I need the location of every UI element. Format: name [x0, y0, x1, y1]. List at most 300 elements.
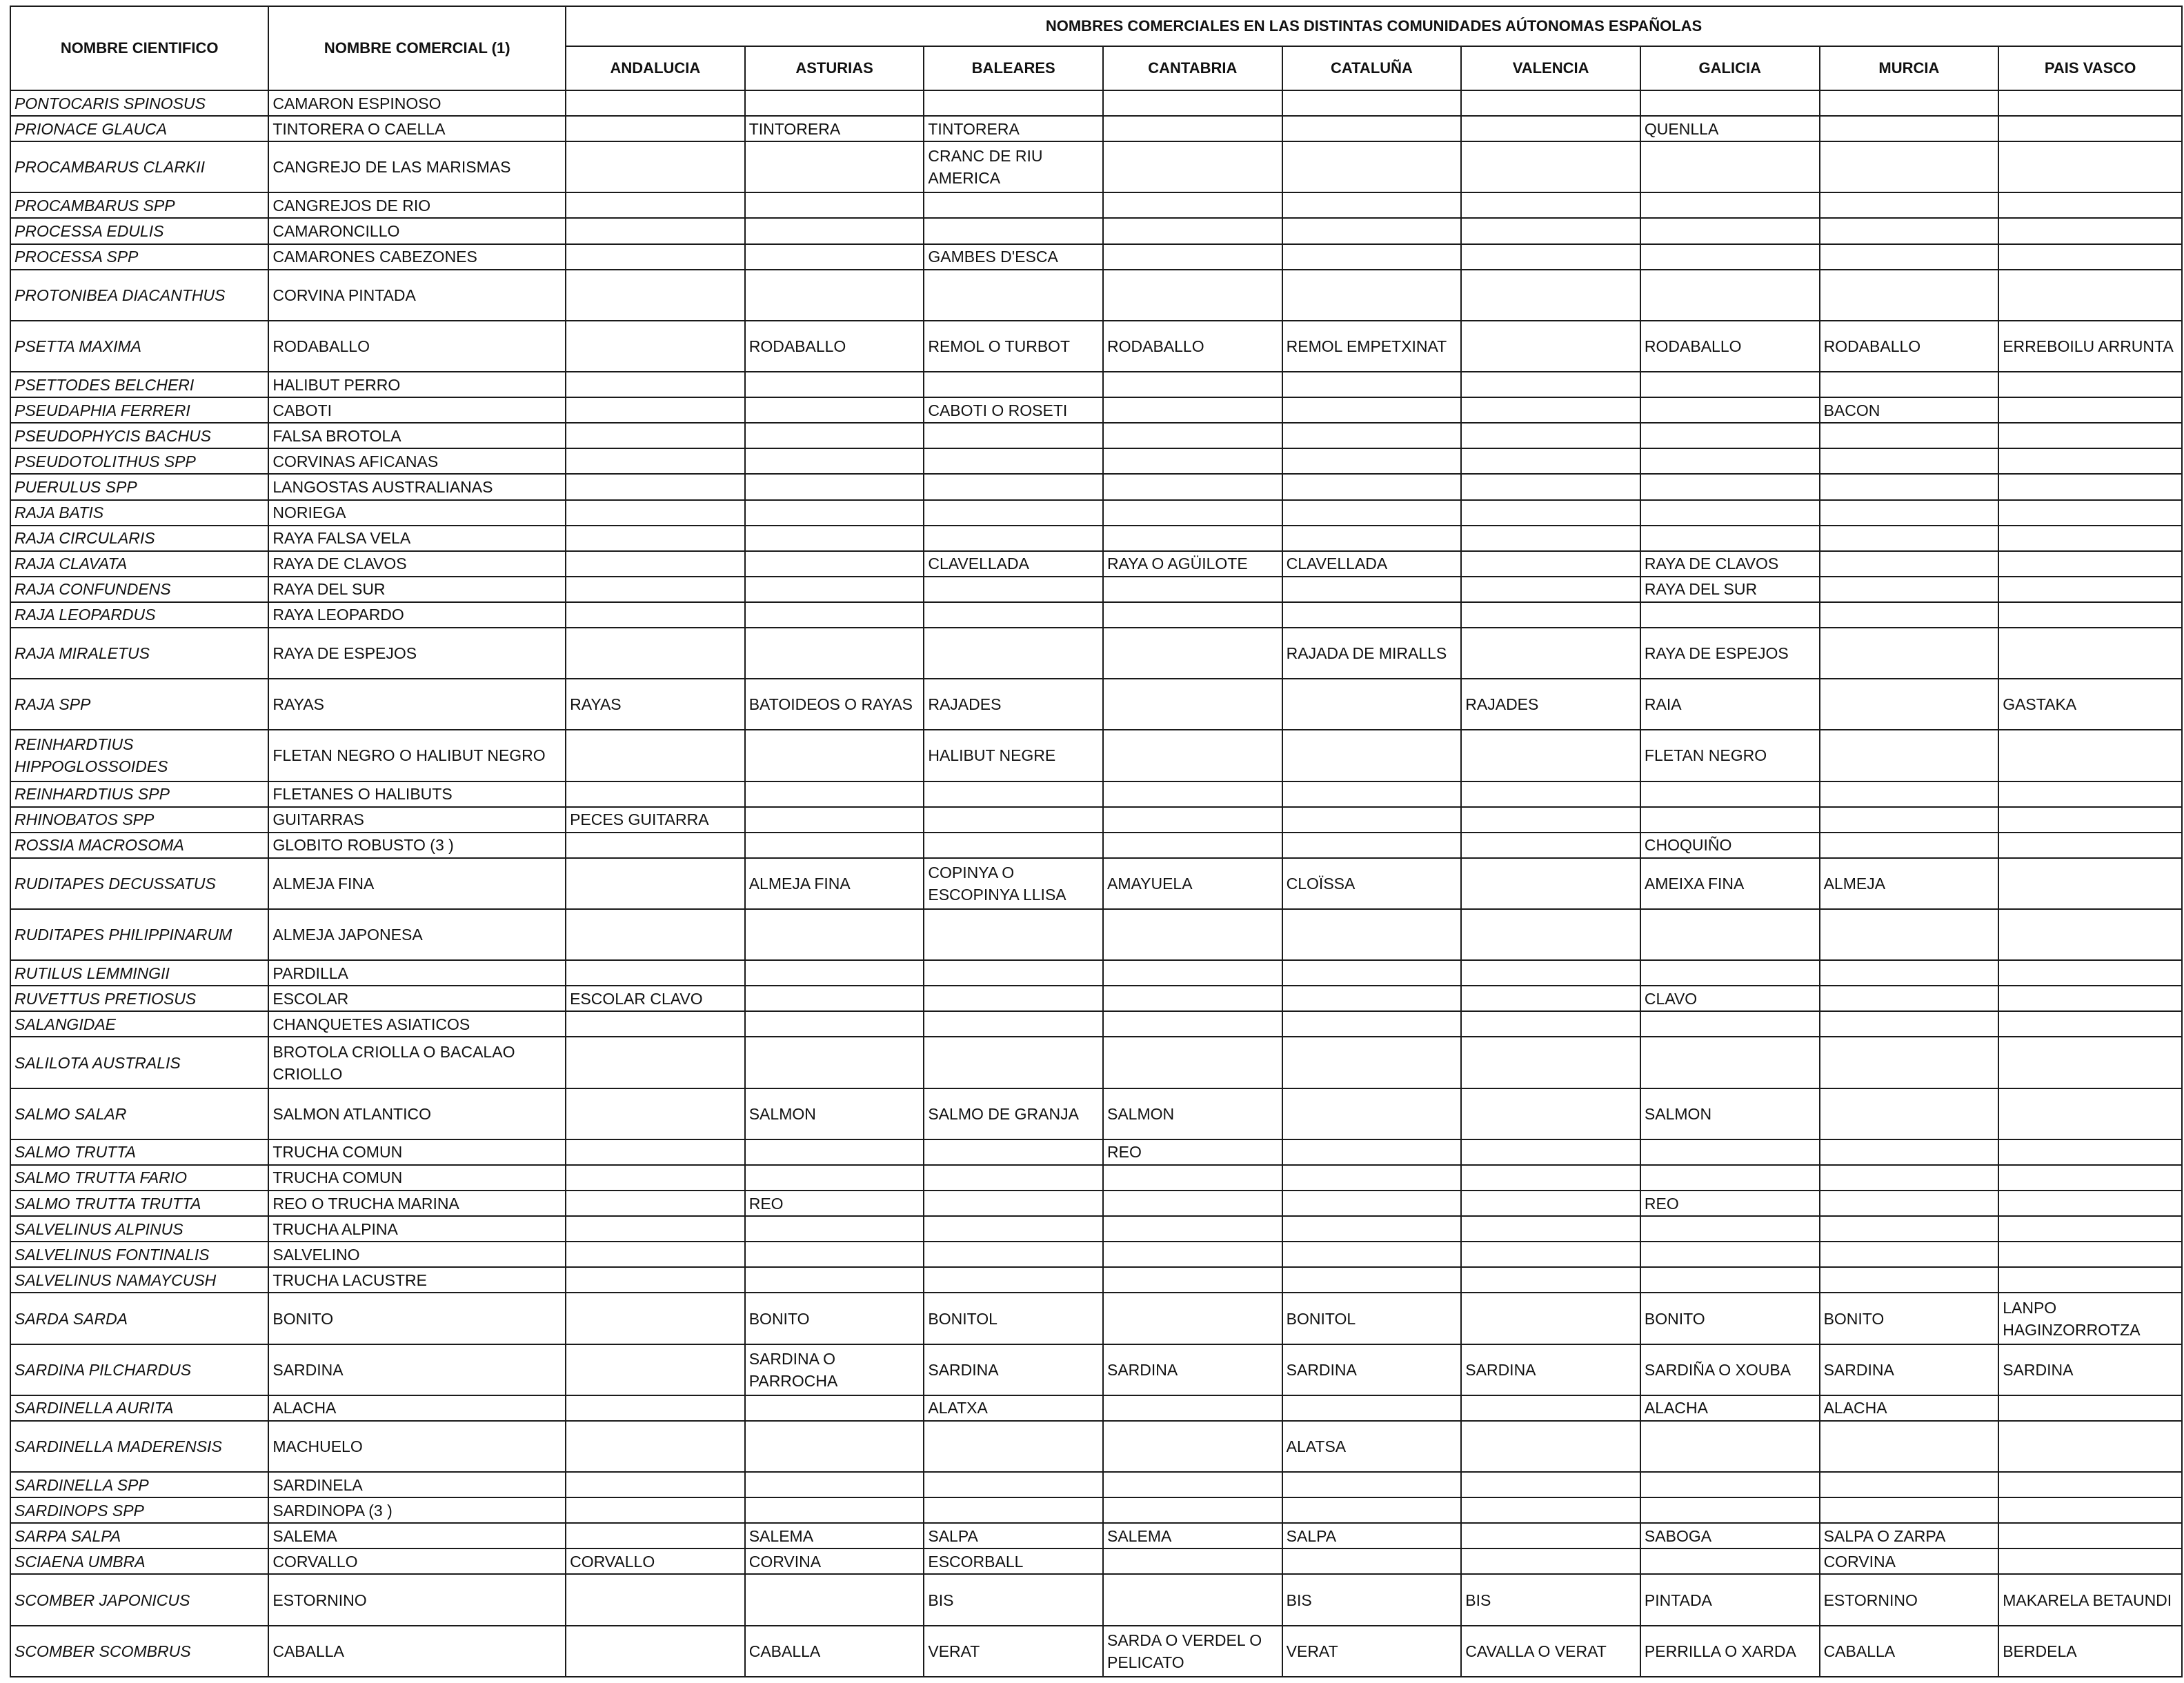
- region-name-cell: [924, 474, 1103, 499]
- region-name-cell: [566, 833, 745, 858]
- table-row: [10, 1472, 2182, 1497]
- region-name-cell: [1282, 807, 1462, 833]
- table-row: [10, 526, 2182, 551]
- region-name-cell: [1998, 986, 2182, 1011]
- region-name-cell: [1640, 1267, 1820, 1293]
- region-name-cell: PINTADA: [1640, 1574, 1820, 1625]
- scientific-name-cell: RAJA SPP: [10, 679, 268, 730]
- region-name-cell: [1820, 1242, 1999, 1267]
- region-name-cell: [1103, 577, 1282, 602]
- commercial-name-cell: LANGOSTAS AUSTRALIANAS: [268, 474, 566, 499]
- region-name-cell: [1103, 1011, 1282, 1037]
- region-name-cell: [1820, 116, 1999, 141]
- commercial-name-cell: CAMARONCILLO: [268, 218, 566, 243]
- header-region: CATALUÑA: [1282, 46, 1462, 90]
- table-row: [10, 1139, 2182, 1165]
- region-name-cell: [1820, 833, 1999, 858]
- table-row: [10, 448, 2182, 474]
- commercial-name-cell: SARDINOPA (3 ): [268, 1497, 566, 1523]
- region-name-cell: [1282, 192, 1462, 218]
- region-name-cell: [1282, 679, 1462, 730]
- region-name-cell: [1282, 1191, 1462, 1216]
- region-name-cell: [1282, 909, 1462, 960]
- region-name-cell: [1820, 960, 1999, 986]
- table-row: [10, 909, 2182, 960]
- region-name-cell: REMOL O TURBOT: [924, 321, 1103, 372]
- region-name-cell: [1820, 1472, 1999, 1497]
- region-name-cell: [924, 218, 1103, 243]
- region-name-cell: [1998, 1267, 2182, 1293]
- region-name-cell: [566, 1497, 745, 1523]
- region-name-cell: [1461, 551, 1640, 577]
- commercial-name-cell: CABOTI: [268, 397, 566, 423]
- table-row: [10, 1037, 2182, 1088]
- region-name-cell: BONITO: [1820, 1293, 1999, 1344]
- region-name-cell: [745, 192, 924, 218]
- region-name-cell: [1998, 858, 2182, 909]
- region-name-cell: [566, 141, 745, 192]
- scientific-name-cell: SALILOTA AUSTRALIS: [10, 1037, 268, 1088]
- region-name-cell: COPINYA O ESCOPINYA LLISA: [924, 858, 1103, 909]
- region-name-cell: [1282, 1242, 1462, 1267]
- region-name-cell: [1820, 448, 1999, 474]
- region-name-cell: [1998, 372, 2182, 397]
- header-region: ANDALUCIA: [566, 46, 745, 90]
- region-name-cell: [1461, 1472, 1640, 1497]
- region-name-cell: [745, 372, 924, 397]
- region-name-cell: [1820, 500, 1999, 526]
- region-name-cell: SALPA: [1282, 1523, 1462, 1548]
- region-name-cell: RAIA: [1640, 679, 1820, 730]
- region-name-cell: [566, 628, 745, 679]
- commercial-name-cell: CAMARON ESPINOSO: [268, 90, 566, 116]
- region-name-cell: [1820, 986, 1999, 1011]
- region-name-cell: [745, 960, 924, 986]
- region-name-cell: [1998, 448, 2182, 474]
- region-name-cell: [1461, 526, 1640, 551]
- table-row: [10, 372, 2182, 397]
- region-name-cell: SARDINA: [1461, 1344, 1640, 1395]
- region-name-cell: SALMON: [745, 1088, 924, 1139]
- region-name-cell: [566, 1395, 745, 1421]
- region-name-cell: [1461, 577, 1640, 602]
- region-name-cell: [1998, 960, 2182, 986]
- region-name-cell: [745, 1395, 924, 1421]
- region-name-cell: CAVALLA O VERAT: [1461, 1626, 1640, 1677]
- region-name-cell: [1103, 218, 1282, 243]
- scientific-name-cell: PSEUDOTOLITHUS SPP: [10, 448, 268, 474]
- region-name-cell: [924, 1242, 1103, 1267]
- commercial-name-cell: FLETAN NEGRO O HALIBUT NEGRO: [268, 730, 566, 781]
- region-name-cell: [1461, 807, 1640, 833]
- commercial-name-cell: RAYA DEL SUR: [268, 577, 566, 602]
- table-row: [10, 1216, 2182, 1242]
- region-name-cell: [1282, 372, 1462, 397]
- region-name-cell: [1998, 1395, 2182, 1421]
- region-name-cell: [745, 423, 924, 448]
- commercial-name-cell: GLOBITO ROBUSTO (3 ): [268, 833, 566, 858]
- scientific-name-cell: RUDITAPES PHILIPPINARUM: [10, 909, 268, 960]
- scientific-name-cell: PROCESSA SPP: [10, 244, 268, 270]
- region-name-cell: [1820, 1216, 1999, 1242]
- region-name-cell: [1998, 1216, 2182, 1242]
- region-name-cell: [1103, 909, 1282, 960]
- region-name-cell: [1282, 1139, 1462, 1165]
- region-name-cell: [1103, 526, 1282, 551]
- region-name-cell: [1820, 474, 1999, 499]
- region-name-cell: [1998, 141, 2182, 192]
- region-name-cell: [1461, 909, 1640, 960]
- region-name-cell: RAYA DE CLAVOS: [1640, 551, 1820, 577]
- region-name-cell: [1820, 218, 1999, 243]
- region-name-cell: [1640, 372, 1820, 397]
- region-name-cell: [1820, 1088, 1999, 1139]
- region-name-cell: [1998, 1548, 2182, 1574]
- table-row: [10, 986, 2182, 1011]
- region-name-cell: REMOL EMPETXINAT: [1282, 321, 1462, 372]
- region-name-cell: SALEMA: [745, 1523, 924, 1548]
- region-name-cell: ALMEJA FINA: [745, 858, 924, 909]
- table-row: [10, 397, 2182, 423]
- region-name-cell: [1998, 218, 2182, 243]
- region-name-cell: GAMBES D'ESCA: [924, 244, 1103, 270]
- region-name-cell: [1103, 628, 1282, 679]
- table-row: [10, 730, 2182, 781]
- region-name-cell: CHOQUIÑO: [1640, 833, 1820, 858]
- commercial-name-cell: SALEMA: [268, 1523, 566, 1548]
- region-name-cell: [745, 577, 924, 602]
- region-name-cell: CLAVO: [1640, 986, 1820, 1011]
- region-name-cell: [1461, 628, 1640, 679]
- region-name-cell: [1461, 397, 1640, 423]
- commercial-name-cell: GUITARRAS: [268, 807, 566, 833]
- region-name-cell: CABALLA: [1820, 1626, 1999, 1677]
- region-name-cell: [1640, 244, 1820, 270]
- region-name-cell: [1820, 551, 1999, 577]
- region-name-cell: [1998, 270, 2182, 321]
- region-name-cell: RODABALLO: [745, 321, 924, 372]
- header-region: VALENCIA: [1461, 46, 1640, 90]
- region-name-cell: [1640, 218, 1820, 243]
- commercial-name-cell: FLETANES O HALIBUTS: [268, 781, 566, 807]
- region-name-cell: REO: [1640, 1191, 1820, 1216]
- region-name-cell: [566, 781, 745, 807]
- region-name-cell: [1103, 372, 1282, 397]
- scientific-name-cell: RAJA CLAVATA: [10, 551, 268, 577]
- region-name-cell: [1998, 1037, 2182, 1088]
- region-name-cell: [1103, 90, 1282, 116]
- region-name-cell: SARDINA: [1282, 1344, 1462, 1395]
- scientific-name-cell: SARDINOPS SPP: [10, 1497, 268, 1523]
- region-name-cell: [1103, 116, 1282, 141]
- table-row: [10, 270, 2182, 321]
- region-name-cell: [745, 526, 924, 551]
- region-name-cell: [1103, 1472, 1282, 1497]
- scientific-name-cell: REINHARDTIUS SPP: [10, 781, 268, 807]
- region-name-cell: [924, 986, 1103, 1011]
- region-name-cell: [745, 397, 924, 423]
- region-name-cell: [1282, 500, 1462, 526]
- region-name-cell: [745, 781, 924, 807]
- region-name-cell: [1640, 960, 1820, 986]
- region-name-cell: [1640, 526, 1820, 551]
- region-name-cell: [1282, 1548, 1462, 1574]
- header-region: CANTABRIA: [1103, 46, 1282, 90]
- region-name-cell: SALMON: [1640, 1088, 1820, 1139]
- region-name-cell: [745, 500, 924, 526]
- region-name-cell: RAYAS: [566, 679, 745, 730]
- commercial-name-cell: BONITO: [268, 1293, 566, 1344]
- region-name-cell: [745, 986, 924, 1011]
- region-name-cell: ALATXA: [924, 1395, 1103, 1421]
- region-name-cell: [1998, 1191, 2182, 1216]
- region-name-cell: [566, 1472, 745, 1497]
- region-name-cell: [566, 192, 745, 218]
- region-name-cell: [924, 577, 1103, 602]
- region-name-cell: [1461, 960, 1640, 986]
- region-name-cell: [1282, 1267, 1462, 1293]
- region-name-cell: [745, 833, 924, 858]
- region-name-cell: [1820, 679, 1999, 730]
- region-name-cell: VERAT: [924, 1626, 1103, 1677]
- table-row: [10, 1548, 2182, 1574]
- region-name-cell: ERREBOILU ARRUNTA: [1998, 321, 2182, 372]
- region-name-cell: [566, 500, 745, 526]
- region-name-cell: [1282, 244, 1462, 270]
- region-name-cell: ALATSA: [1282, 1421, 1462, 1472]
- table-row: [10, 1293, 2182, 1344]
- region-name-cell: [1820, 1165, 1999, 1191]
- region-name-cell: [924, 270, 1103, 321]
- region-name-cell: SARDIÑA O XOUBA: [1640, 1344, 1820, 1395]
- region-name-cell: [1282, 1216, 1462, 1242]
- region-name-cell: [1461, 1037, 1640, 1088]
- region-name-cell: [1998, 1139, 2182, 1165]
- region-name-cell: [1103, 1548, 1282, 1574]
- region-name-cell: CORVALLO: [566, 1548, 745, 1574]
- region-name-cell: [924, 372, 1103, 397]
- region-name-cell: [1103, 1216, 1282, 1242]
- table-row: [10, 858, 2182, 909]
- scientific-name-cell: PROCAMBARUS SPP: [10, 192, 268, 218]
- region-name-cell: [1820, 577, 1999, 602]
- region-name-cell: RAJADES: [924, 679, 1103, 730]
- region-name-cell: [1103, 1293, 1282, 1344]
- region-name-cell: ESCORBALL: [924, 1548, 1103, 1574]
- region-name-cell: [924, 807, 1103, 833]
- region-name-cell: [1998, 474, 2182, 499]
- commercial-name-cell: CORVINA PINTADA: [268, 270, 566, 321]
- header-region: MURCIA: [1820, 46, 1999, 90]
- region-name-cell: RAYA DE ESPEJOS: [1640, 628, 1820, 679]
- region-name-cell: PERRILLA O XARDA: [1640, 1626, 1820, 1677]
- region-name-cell: [1998, 1088, 2182, 1139]
- region-name-cell: [1820, 1191, 1999, 1216]
- region-name-cell: RAYA O AGÜILOTE: [1103, 551, 1282, 577]
- table-row: [10, 321, 2182, 372]
- region-name-cell: SALPA O ZARPA: [1820, 1523, 1999, 1548]
- region-name-cell: [566, 1191, 745, 1216]
- region-name-cell: [1461, 1267, 1640, 1293]
- region-name-cell: [1103, 192, 1282, 218]
- scientific-name-cell: RHINOBATOS SPP: [10, 807, 268, 833]
- region-name-cell: CLAVELLADA: [1282, 551, 1462, 577]
- region-name-cell: [1282, 423, 1462, 448]
- region-name-cell: [1820, 244, 1999, 270]
- region-name-cell: [1282, 90, 1462, 116]
- table-row: [10, 218, 2182, 243]
- region-name-cell: [1640, 1165, 1820, 1191]
- region-name-cell: [1998, 577, 2182, 602]
- region-name-cell: [1640, 1548, 1820, 1574]
- region-name-cell: [1282, 526, 1462, 551]
- region-name-cell: [745, 807, 924, 833]
- region-name-cell: [1103, 1267, 1282, 1293]
- commercial-name-cell: ESTORNINO: [268, 1574, 566, 1625]
- scientific-name-cell: RAJA BATIS: [10, 500, 268, 526]
- region-name-cell: [566, 1216, 745, 1242]
- region-name-cell: [1820, 270, 1999, 321]
- region-name-cell: REO: [1103, 1139, 1282, 1165]
- scientific-name-cell: RUTILUS LEMMINGII: [10, 960, 268, 986]
- region-name-cell: [566, 321, 745, 372]
- region-name-cell: [1461, 500, 1640, 526]
- region-name-cell: [924, 1472, 1103, 1497]
- region-name-cell: SALMO DE GRANJA: [924, 1088, 1103, 1139]
- region-name-cell: [745, 1574, 924, 1625]
- region-name-cell: CORVINA: [745, 1548, 924, 1574]
- commercial-name-cell: CHANQUETES ASIATICOS: [268, 1011, 566, 1037]
- region-name-cell: [566, 270, 745, 321]
- scientific-name-cell: RAJA CIRCULARIS: [10, 526, 268, 551]
- table-row: [10, 1574, 2182, 1625]
- commercial-name-cell: RAYA LEOPARDO: [268, 602, 566, 628]
- region-name-cell: [1640, 270, 1820, 321]
- region-name-cell: [1282, 1165, 1462, 1191]
- region-name-cell: [924, 1037, 1103, 1088]
- region-name-cell: [566, 730, 745, 781]
- region-name-cell: [1282, 781, 1462, 807]
- region-name-cell: [1640, 500, 1820, 526]
- region-name-cell: CABALLA: [745, 1626, 924, 1677]
- region-name-cell: [745, 730, 924, 781]
- region-name-cell: [1461, 141, 1640, 192]
- region-name-cell: [1461, 90, 1640, 116]
- scientific-name-cell: PUERULUS SPP: [10, 474, 268, 499]
- region-name-cell: CRANC DE RIU AMERICA: [924, 141, 1103, 192]
- scientific-name-cell: REINHARDTIUS HIPPOGLOSSOIDES: [10, 730, 268, 781]
- region-name-cell: [566, 577, 745, 602]
- region-name-cell: [745, 448, 924, 474]
- species-names-table: [10, 6, 2183, 1677]
- region-name-cell: [745, 474, 924, 499]
- commercial-name-cell: RAYA DE CLAVOS: [268, 551, 566, 577]
- region-name-cell: [1640, 1421, 1820, 1472]
- region-name-cell: [745, 1242, 924, 1267]
- region-name-cell: [1103, 1395, 1282, 1421]
- region-name-cell: [1461, 218, 1640, 243]
- commercial-name-cell: SARDINELA: [268, 1472, 566, 1497]
- table-row: [10, 960, 2182, 986]
- region-name-cell: [745, 90, 924, 116]
- region-name-cell: [924, 781, 1103, 807]
- region-name-cell: [566, 372, 745, 397]
- region-name-cell: [1820, 1421, 1999, 1472]
- scientific-name-cell: SALMO TRUTTA FARIO: [10, 1165, 268, 1191]
- region-name-cell: [1640, 602, 1820, 628]
- region-name-cell: [1640, 1011, 1820, 1037]
- region-name-cell: [1998, 90, 2182, 116]
- region-name-cell: [1103, 474, 1282, 499]
- region-name-cell: [1640, 1037, 1820, 1088]
- region-name-cell: [566, 1242, 745, 1267]
- region-name-cell: [924, 1139, 1103, 1165]
- table-row: [10, 602, 2182, 628]
- region-name-cell: [1282, 218, 1462, 243]
- region-name-cell: [1461, 474, 1640, 499]
- region-name-cell: SALEMA: [1103, 1523, 1282, 1548]
- region-name-cell: [1103, 1497, 1282, 1523]
- scientific-name-cell: PRIONACE GLAUCA: [10, 116, 268, 141]
- region-name-cell: [1640, 1497, 1820, 1523]
- region-name-cell: [1998, 833, 2182, 858]
- commercial-name-cell: PARDILLA: [268, 960, 566, 986]
- region-name-cell: [745, 270, 924, 321]
- table-row: [10, 90, 2182, 116]
- region-name-cell: [1461, 423, 1640, 448]
- region-name-cell: RODABALLO: [1640, 321, 1820, 372]
- table-row: [10, 1497, 2182, 1523]
- region-name-cell: [1282, 1472, 1462, 1497]
- region-name-cell: [745, 1037, 924, 1088]
- table-row: [10, 1267, 2182, 1293]
- region-name-cell: [566, 1088, 745, 1139]
- region-name-cell: BACON: [1820, 397, 1999, 423]
- table-row: [10, 1011, 2182, 1037]
- header-scientific-name: NOMBRE CIENTIFICO: [10, 6, 268, 90]
- region-name-cell: [1282, 474, 1462, 499]
- region-name-cell: HALIBUT NEGRE: [924, 730, 1103, 781]
- region-name-cell: [1282, 577, 1462, 602]
- region-name-cell: SARDINA: [1820, 1344, 1999, 1395]
- region-name-cell: [566, 1626, 745, 1677]
- region-name-cell: LANPO HAGINZORROTZA: [1998, 1293, 2182, 1344]
- scientific-name-cell: RAJA LEOPARDUS: [10, 602, 268, 628]
- region-name-cell: SARDINA: [924, 1344, 1103, 1395]
- region-name-cell: [745, 1267, 924, 1293]
- region-name-cell: [1461, 730, 1640, 781]
- region-name-cell: [924, 960, 1103, 986]
- region-name-cell: QUENLLA: [1640, 116, 1820, 141]
- header-region: GALICIA: [1640, 46, 1820, 90]
- region-name-cell: [1282, 1037, 1462, 1088]
- scientific-name-cell: PROCESSA EDULIS: [10, 218, 268, 243]
- scientific-name-cell: ROSSIA MACROSOMA: [10, 833, 268, 858]
- region-name-cell: [924, 833, 1103, 858]
- scientific-name-cell: SALVELINUS ALPINUS: [10, 1216, 268, 1242]
- scientific-name-cell: RUDITAPES DECUSSATUS: [10, 858, 268, 909]
- commercial-name-cell: TRUCHA COMUN: [268, 1165, 566, 1191]
- region-name-cell: [924, 1216, 1103, 1242]
- region-name-cell: [924, 1267, 1103, 1293]
- region-name-cell: [1998, 500, 2182, 526]
- table-row: [10, 1088, 2182, 1139]
- region-name-cell: [1461, 1497, 1640, 1523]
- region-name-cell: [1820, 423, 1999, 448]
- region-name-cell: [1103, 602, 1282, 628]
- region-name-cell: [566, 474, 745, 499]
- region-name-cell: [1998, 909, 2182, 960]
